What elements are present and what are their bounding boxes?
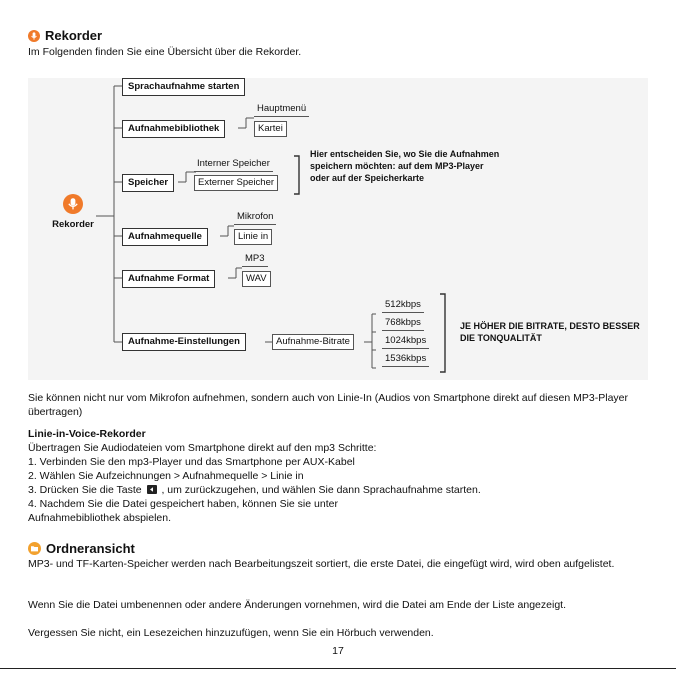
page-bottom-rule [0, 668, 676, 669]
back-key-icon [147, 485, 157, 494]
bitrate-option: 1536kbps [382, 352, 429, 367]
mindmap-root-label: Rekorder [52, 219, 94, 230]
branch-start-recording: Sprachaufnahme starten [122, 78, 245, 96]
microphone-icon [28, 30, 40, 42]
mindmap-root [50, 194, 96, 230]
library-main-menu: Hauptmenü [254, 102, 309, 117]
line-in-paragraph: Sie können nicht nur vom Mikrofon aufnehmen, sondern auch von Linie-In (Audios von Smartphone direkt auf diesen MP3-Player übertragen) [28, 392, 629, 418]
line-in-section [28, 427, 650, 525]
line-in-step-3 [28, 483, 650, 497]
format-wav: WAV [242, 271, 271, 287]
line-in-step: 4. Nachdem Sie die Datei gespeichert haben, können Sie sie unter [28, 498, 338, 510]
step3-text-before: 3. Drücken Sie die Taste [28, 484, 142, 496]
branch-storage: Speicher [122, 174, 174, 192]
line-in-step: Aufnahmebibliothek abspielen. [28, 512, 172, 524]
folder-icon [28, 542, 41, 555]
line-in-title: Linie-in-Voice-Rekorder [28, 428, 146, 440]
section-rekorder-heading [28, 28, 102, 43]
folder-view-paragraph: Vergessen Sie nicht, ein Lesezeichen hinzuzufügen, wenn Sie ein Hörbuch verwenden. [28, 627, 434, 639]
source-microphone: Mikrofon [234, 210, 276, 225]
microphone-icon [63, 194, 83, 214]
recorder-mindmap [28, 78, 648, 380]
bitrate-option: 512kbps [382, 298, 424, 313]
section-title: Ordneransicht [46, 541, 135, 556]
branch-recording-format: Aufnahme Format [122, 270, 215, 288]
bitrate-option: 768kbps [382, 316, 424, 331]
library-card: Kartei [254, 121, 287, 137]
line-in-step: 1. Verbinden Sie den mp3-Player und das Smartphone per AUX-Kabel [28, 456, 355, 468]
folder-view-paragraph: MP3- und TF-Karten-Speicher werden nach Bearbeitungszeit sortiert, die erste Datei, die eingefügt wird, wird oben aufgelistet. [28, 558, 615, 570]
section-folder-view-heading [28, 541, 135, 556]
format-mp3: MP3 [242, 252, 268, 267]
bitrate-option: 1024kbps [382, 334, 429, 349]
bitrate-note: JE HÖHER DIE BITRATE, DESTO BESSER DIE TONQUALITÄT [460, 321, 640, 343]
line-in-step: Übertragen Sie Audiodateien vom Smartphone direkt auf den mp3 Schritte: [28, 442, 377, 454]
branch-recording-settings: Aufnahme-Einstellungen [122, 333, 246, 351]
storage-external: Externer Speicher [194, 175, 278, 191]
folder-view-paragraph: Wenn Sie die Datei umbenennen oder andere Änderungen vornehmen, wird die Datei am Ende der Liste angezeigt. [28, 599, 566, 611]
branch-recording-source: Aufnahmequelle [122, 228, 208, 246]
settings-bitrate: Aufnahme-Bitrate [272, 334, 354, 350]
section-title: Rekorder [45, 28, 103, 43]
page-number: 17 [332, 645, 344, 657]
intro-text: Im Folgenden finden Sie eine Übersicht über die Rekorder. [28, 46, 302, 58]
branch-recording-library: Aufnahmebibliothek [122, 120, 225, 138]
line-in-step: 2. Wählen Sie Aufzeichnungen > Aufnahmequelle > Linie in [28, 470, 304, 482]
storage-note: Hier entscheiden Sie, wo Sie die Aufnahmen speichern möchten: auf dem MP3-Player oder auf der Speicherkarte [310, 149, 500, 183]
source-line-in: Linie in [234, 229, 272, 245]
step3-text-after: , um zurückzugehen, und wählen Sie dann Sprachaufnahme starten. [161, 484, 481, 496]
storage-internal: Interner Speicher [194, 157, 273, 172]
